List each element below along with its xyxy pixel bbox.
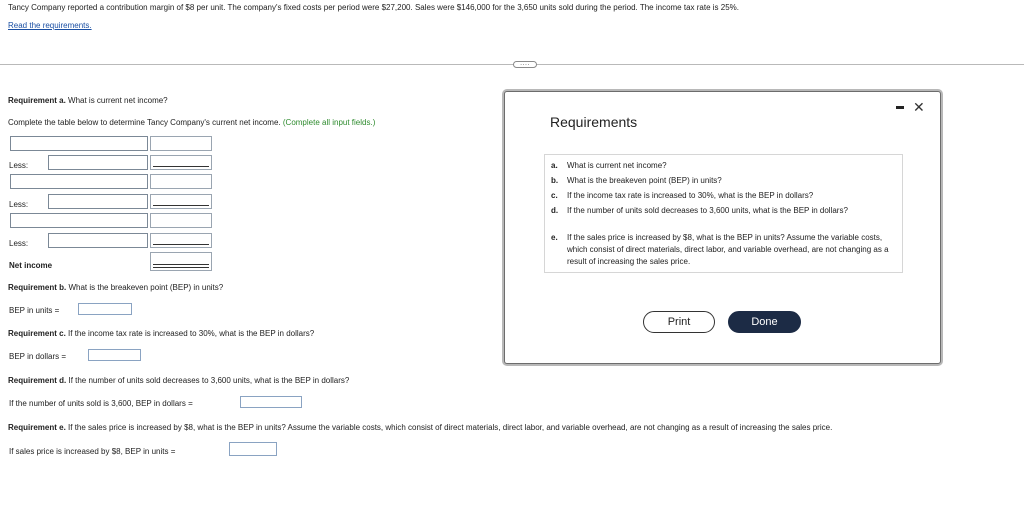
bep-dollars-label: BEP in dollars = (9, 352, 66, 361)
table-amount-input-2[interactable] (150, 155, 212, 170)
net-income-amount-input[interactable] (150, 252, 212, 271)
req-b-heading (8, 283, 223, 292)
item-letter: c. (551, 191, 558, 200)
req-a-question: What is current net income? (68, 96, 168, 105)
print-button[interactable]: Print (643, 311, 715, 333)
row-label-net-income: Net income (9, 261, 53, 270)
table-amount-input-5[interactable] (150, 213, 212, 228)
bep-units-input[interactable] (78, 303, 132, 315)
bep-units-price-label: If sales price is increased by $8, BEP in units = (9, 447, 176, 456)
bep-units-label: BEP in units = (9, 306, 60, 315)
requirements-dialog (504, 91, 941, 364)
item-letter: a. (551, 161, 558, 170)
req-c-label: Requirement c. (8, 329, 66, 338)
req-d-question: If the number of units sold decreases to 3,600 units, what is the BEP in dollars? (68, 376, 350, 385)
table-label-input-6[interactable] (48, 233, 148, 248)
row-label-less-3: Less: (9, 239, 29, 248)
table-label-input-3[interactable] (10, 174, 148, 189)
req-a-label: Requirement a. (8, 96, 66, 105)
done-button[interactable]: Done (728, 311, 801, 333)
dialog-title: Requirements (550, 114, 638, 130)
req-d-label: Requirement d. (8, 376, 67, 385)
close-icon[interactable]: ✕ (913, 99, 925, 115)
req-b-question: What is the breakeven point (BEP) in units? (68, 283, 224, 292)
bep-units-price-input[interactable] (229, 442, 277, 456)
bep-dollars-3600-label: If the number of units sold is 3,600, BEP in dollars = (9, 399, 193, 408)
req-e-label: Requirement e. (8, 423, 66, 432)
table-amount-input-6[interactable] (150, 233, 212, 248)
table-label-input-1[interactable] (10, 136, 148, 151)
expand-handle[interactable]: .... (513, 61, 537, 68)
item-text: If the income tax rate is increased to 30%, what is the BEP in dollars? (567, 191, 814, 200)
item-text: What is the breakeven point (BEP) in units? (567, 176, 722, 185)
minimize-icon[interactable] (896, 106, 904, 109)
read-requirements-link[interactable]: Read the requirements. (8, 21, 92, 30)
req-d-heading (8, 376, 349, 385)
req-c-heading (8, 329, 314, 338)
table-label-input-4[interactable] (48, 194, 148, 209)
item-letter: b. (551, 176, 559, 185)
row-label-less-1: Less: (9, 161, 29, 170)
table-label-input-5[interactable] (10, 213, 148, 228)
req-a-hint: (Complete all input fields.) (282, 118, 376, 127)
table-amount-input-1[interactable] (150, 136, 212, 151)
req-e-question: If the sales price is increased by $8, what is the BEP in units? Assume the variable costs, which consist of direct materials, direct labor, and variable overhead, are not changing as a result of increasing the sales price. (68, 423, 833, 432)
req-e-heading (8, 423, 832, 432)
table-label-input-2[interactable] (48, 155, 148, 170)
item-letter: e. (551, 233, 558, 242)
bep-dollars-3600-input[interactable] (240, 396, 302, 408)
problem-statement: Tancy Company reported a contribution margin of $8 per unit. The company's fixed costs per period were $27,200. Sales were $146,000 for the 3,650 units sold during the period. The income tax rate is 25%. (8, 3, 739, 12)
section-divider (0, 64, 1024, 65)
req-b-label: Requirement b. (8, 283, 67, 292)
requirements-list (544, 154, 903, 273)
table-amount-input-3[interactable] (150, 174, 212, 189)
req-c-question: If the income tax rate is increased to 30%, what is the BEP in dollars? (68, 329, 315, 338)
req-a-instruction: Complete the table below to determine Tancy Company's current net income. (8, 118, 281, 127)
item-text: If the sales price is increased by $8, what is the BEP in units? Assume the variable costs, which consist of direct materials, direct labor, and variable overhead, are not changing as a result of increasing the sales price. (567, 233, 889, 266)
row-label-less-2: Less: (9, 200, 29, 209)
item-text: What is current net income? (567, 161, 667, 170)
req-a-heading (8, 96, 168, 105)
bep-dollars-input[interactable] (88, 349, 141, 361)
item-letter: d. (551, 206, 559, 215)
table-amount-input-4[interactable] (150, 194, 212, 209)
req-a-instruction-line (8, 118, 375, 127)
item-text: If the number of units sold decreases to 3,600 units, what is the BEP in dollars? (567, 206, 848, 215)
